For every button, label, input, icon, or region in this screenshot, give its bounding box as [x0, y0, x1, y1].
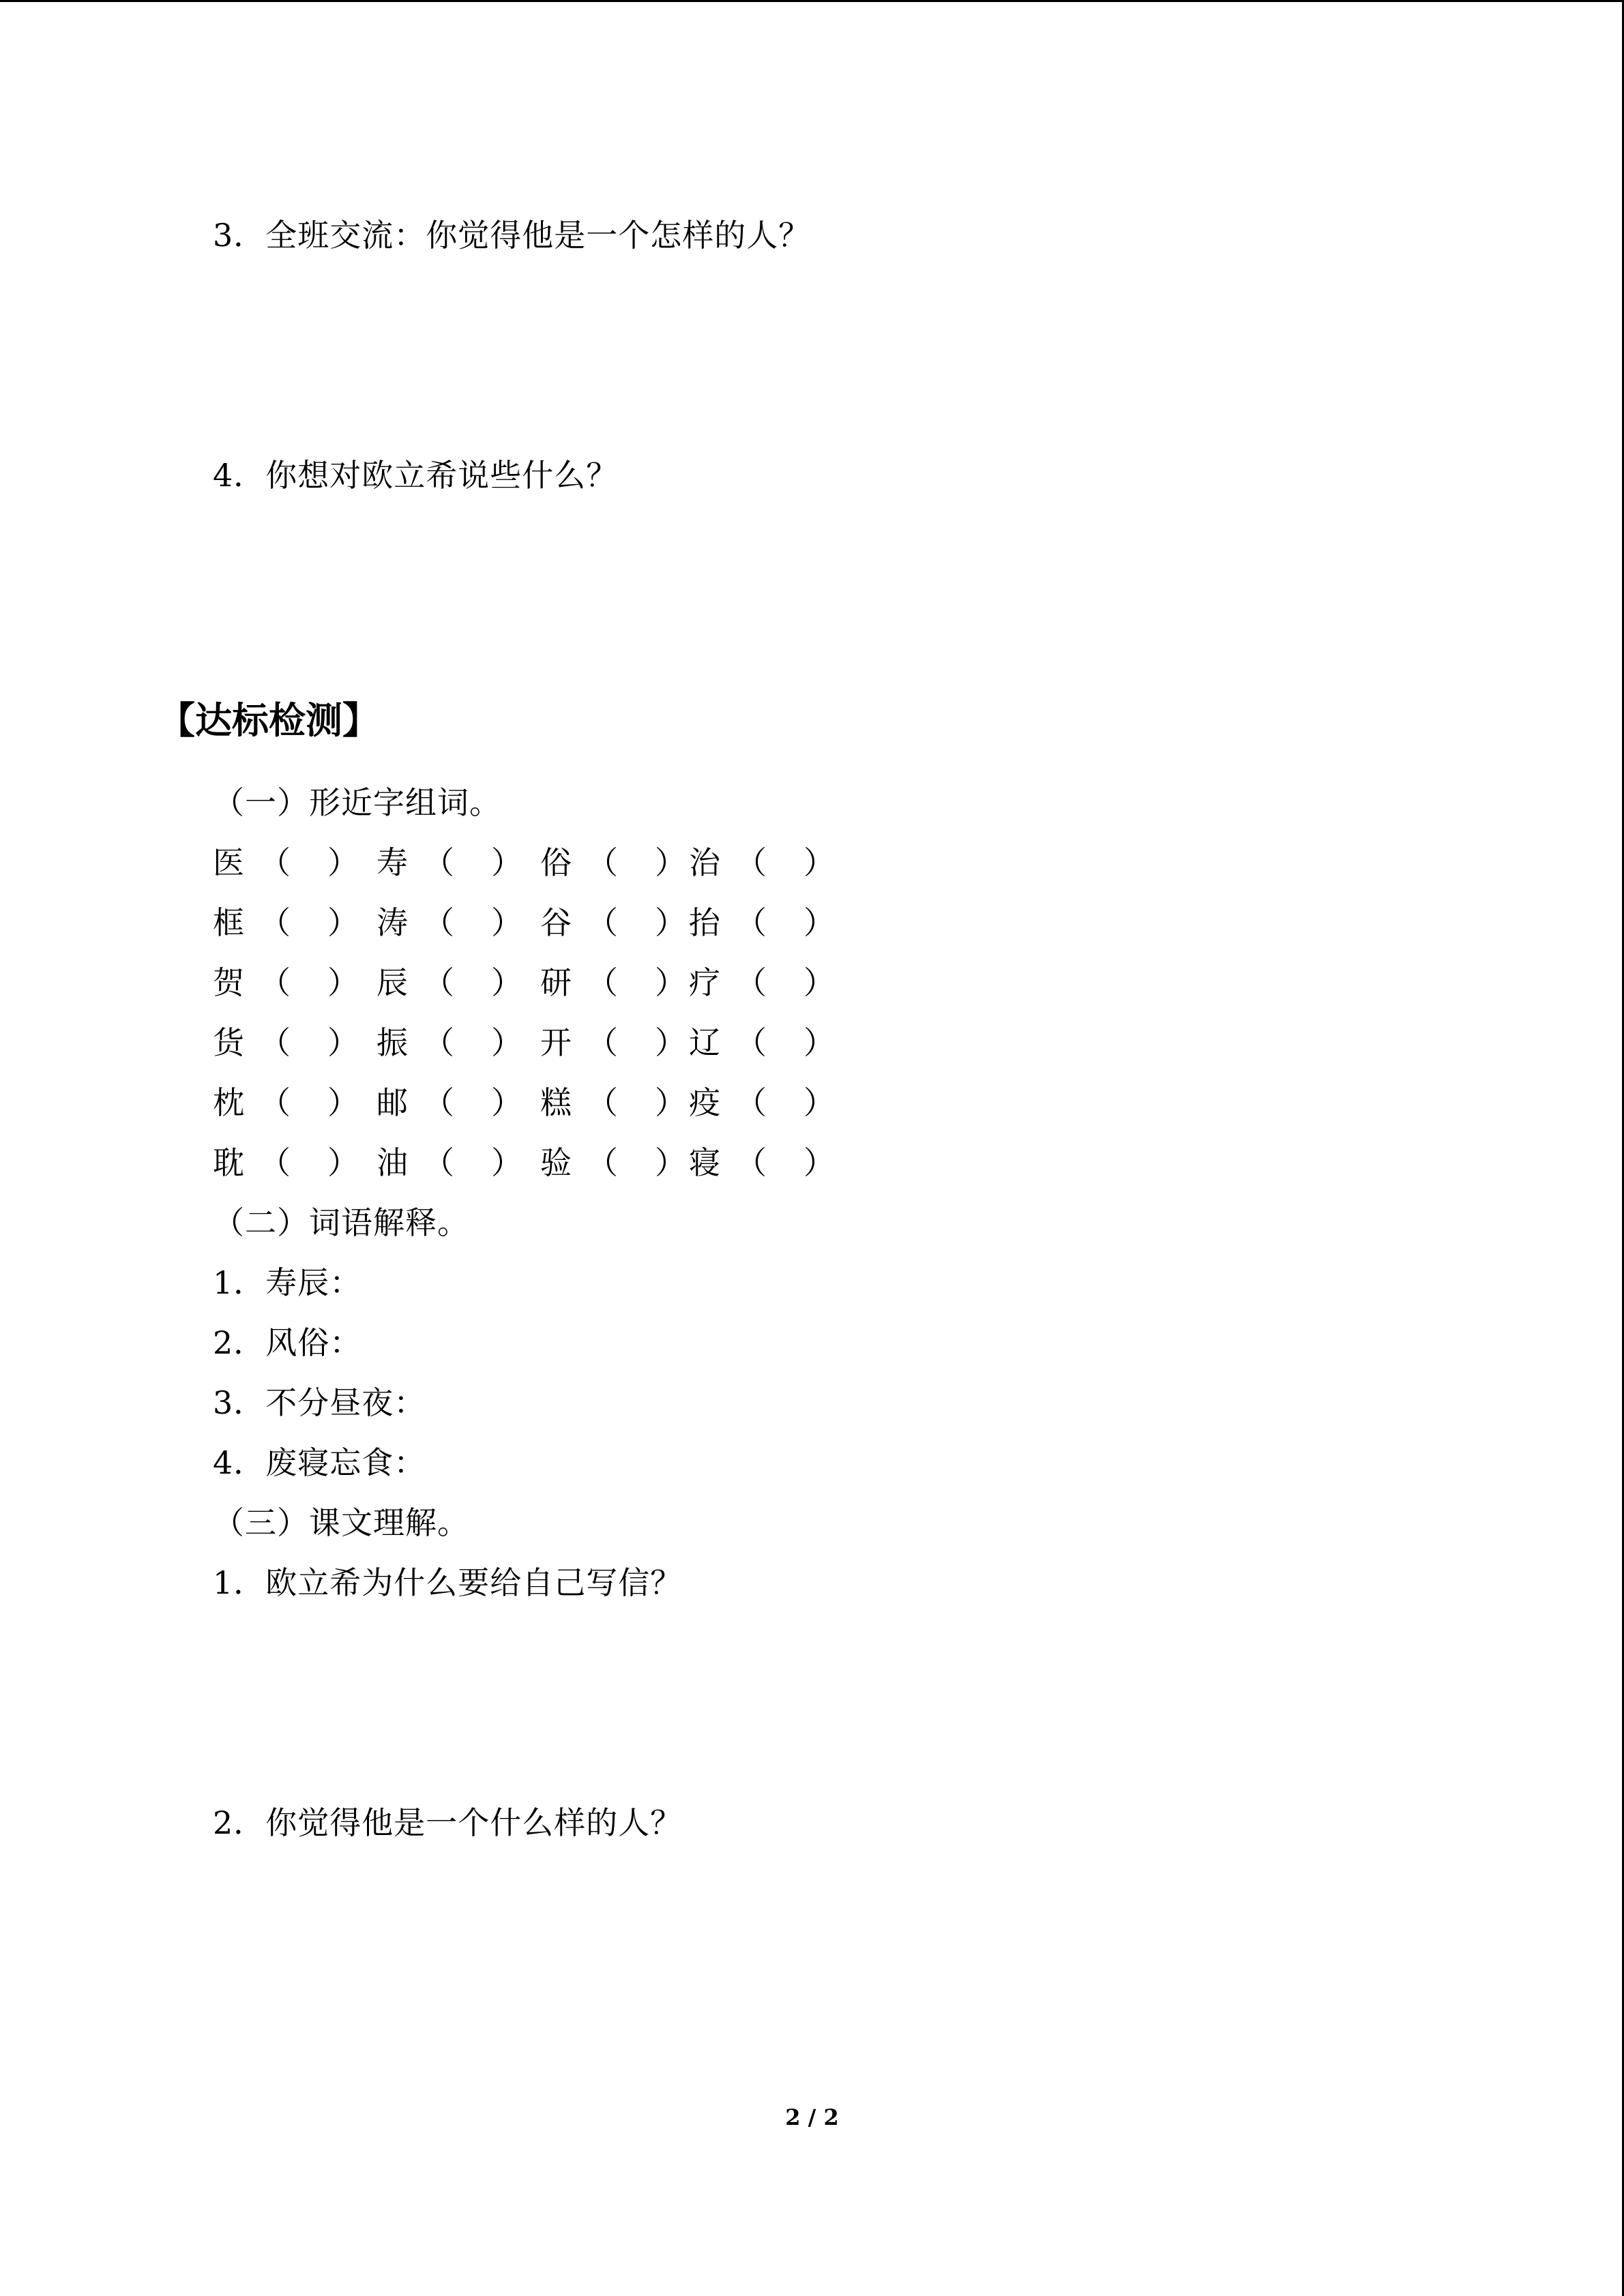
answer-paren-open: （: [735, 1084, 767, 1121]
char-grid-character: 开: [540, 1024, 572, 1061]
char-grid-character: 抬: [689, 904, 720, 941]
answer-paren-close: ）: [803, 1144, 835, 1181]
answer-paren-close: ）: [803, 1024, 835, 1061]
answer-paren-close: ）: [655, 964, 686, 1001]
answer-paren-close: ）: [655, 1024, 686, 1061]
answer-paren-open: （: [587, 964, 618, 1001]
question-3-class-discussion: 3．全班交流：你觉得他是一个怎样的人？: [213, 217, 811, 254]
char-grid-character: 寝: [689, 1144, 720, 1181]
answer-paren-open: （: [423, 964, 454, 1001]
answer-paren-open: （: [735, 1144, 767, 1181]
answer-paren-close: ）: [803, 904, 835, 941]
answer-paren-close: ）: [327, 904, 359, 941]
char-grid-character: 邮: [377, 1084, 408, 1121]
char-grid-row: [213, 902, 895, 943]
char-grid-character: 辽: [689, 1024, 720, 1061]
answer-paren-open: （: [587, 1144, 618, 1181]
answer-paren-close: ）: [491, 844, 522, 881]
comprehension-1: 1．欧立希为什么要给自己写信？: [213, 1564, 683, 1601]
answer-paren-open: （: [735, 844, 767, 881]
answer-paren-close: ）: [655, 904, 686, 941]
char-grid-character: 寿: [377, 844, 408, 881]
answer-paren-close: ）: [327, 1084, 359, 1121]
char-grid-row: [213, 1142, 895, 1183]
char-grid-character: 油: [377, 1144, 408, 1181]
answer-paren-open: （: [587, 1024, 618, 1061]
section-heading: 【达标检测】: [158, 699, 379, 742]
char-grid-character: 治: [689, 844, 720, 881]
char-grid-character: 振: [377, 1024, 408, 1061]
part-3-title: （三）课文理解。: [213, 1504, 469, 1541]
answer-paren-close: ）: [327, 964, 359, 1001]
char-grid-character: 谷: [540, 904, 572, 941]
answer-paren-open: （: [735, 904, 767, 941]
answer-paren-close: ）: [491, 1084, 522, 1121]
answer-paren-open: （: [735, 964, 767, 1001]
answer-paren-open: （: [259, 1144, 291, 1181]
answer-paren-open: （: [735, 1024, 767, 1061]
answer-paren-close: ）: [803, 1084, 835, 1121]
answer-paren-close: ）: [803, 844, 835, 881]
comprehension-2: 2．你觉得他是一个什么样的人？: [213, 1804, 683, 1841]
char-grid-row: [213, 1082, 895, 1123]
answer-paren-close: ）: [327, 1144, 359, 1181]
char-grid-row: [213, 842, 895, 883]
answer-paren-open: （: [423, 844, 454, 881]
char-grid-character: 疫: [689, 1084, 720, 1121]
answer-paren-close: ）: [655, 1144, 686, 1181]
page-top-border: [0, 0, 1624, 2]
char-grid-character: 涛: [377, 904, 408, 941]
answer-paren-close: ）: [655, 1084, 686, 1121]
page-number: 2 / 2: [785, 2104, 839, 2130]
char-grid-character: 俗: [540, 844, 572, 881]
answer-paren-open: （: [259, 1084, 291, 1121]
answer-paren-close: ）: [491, 1024, 522, 1061]
char-grid-character: 医: [213, 844, 244, 881]
char-grid-character: 辰: [377, 964, 408, 1001]
answer-paren-open: （: [587, 1084, 618, 1121]
term-1: 1．寿辰：: [213, 1264, 362, 1301]
answer-paren-close: ）: [803, 964, 835, 1001]
answer-paren-open: （: [587, 844, 618, 881]
char-grid-character: 枕: [213, 1084, 244, 1121]
answer-paren-open: （: [423, 1024, 454, 1061]
answer-paren-open: （: [259, 964, 291, 1001]
part-2-title: （二）词语解释。: [213, 1204, 469, 1241]
answer-paren-open: （: [259, 844, 291, 881]
char-grid-character: 研: [540, 964, 572, 1001]
char-grid-character: 糕: [540, 1084, 572, 1121]
char-grid-character: 货: [213, 1024, 244, 1061]
answer-paren-open: （: [259, 1024, 291, 1061]
answer-paren-open: （: [259, 904, 291, 941]
char-grid-character: 疗: [689, 964, 720, 1001]
answer-paren-open: （: [423, 1144, 454, 1181]
term-3: 3．不分昼夜：: [213, 1384, 426, 1421]
char-grid-row: [213, 1022, 895, 1063]
answer-paren-open: （: [423, 904, 454, 941]
char-grid-character: 耽: [213, 1144, 244, 1181]
question-4-message: 4．你想对欧立希说些什么？: [213, 457, 619, 494]
answer-paren-close: ）: [491, 964, 522, 1001]
char-grid-row: [213, 962, 895, 1003]
answer-paren-close: ）: [491, 904, 522, 941]
answer-paren-close: ）: [655, 844, 686, 881]
char-grid-character: 框: [213, 904, 244, 941]
answer-paren-close: ）: [491, 1144, 522, 1181]
answer-paren-close: ）: [327, 1024, 359, 1061]
answer-paren-close: ）: [327, 844, 359, 881]
term-2: 2．风俗：: [213, 1324, 362, 1361]
char-grid-character: 验: [540, 1144, 572, 1181]
part-1-title: （一）形近字组词。: [213, 784, 501, 821]
term-4: 4．废寝忘食：: [213, 1444, 426, 1481]
answer-paren-open: （: [423, 1084, 454, 1121]
answer-paren-open: （: [587, 904, 618, 941]
char-grid-character: 贺: [213, 964, 244, 1001]
